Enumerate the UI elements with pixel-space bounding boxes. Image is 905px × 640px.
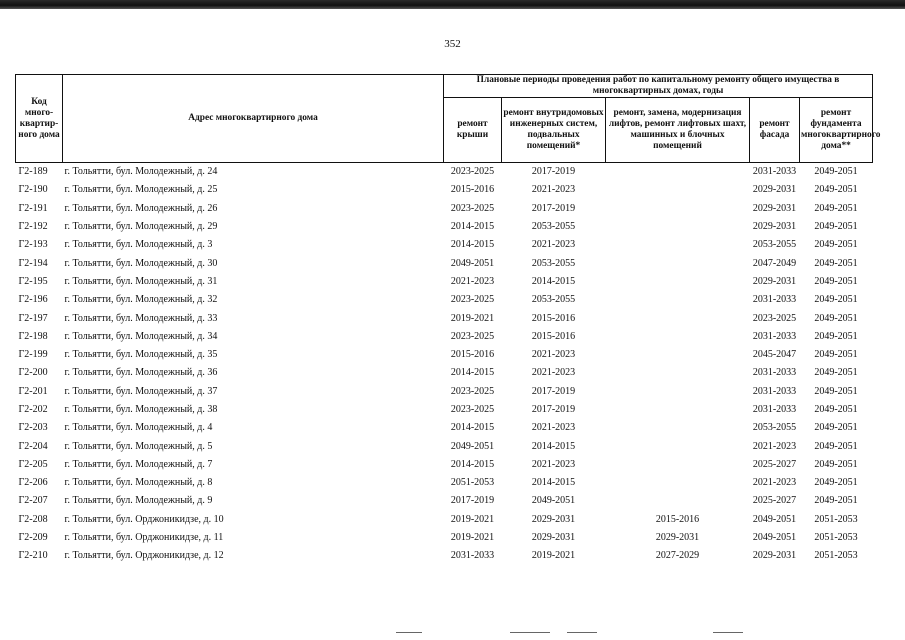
cell-foundation: 2049-2051: [814, 330, 858, 342]
cell-roof: 2017-2019: [450, 495, 495, 507]
cell-code: Г2-205: [18, 458, 48, 470]
cell-facade: 2029-2031: [752, 184, 797, 196]
cell-elevators: [606, 437, 750, 455]
table-row: [16, 383, 873, 401]
cell-code: Г2-191: [18, 202, 48, 214]
cell-foundation: 2049-2051: [814, 404, 858, 415]
scan-artifact: [510, 632, 550, 633]
cell-roof: 2019-2021: [450, 312, 495, 324]
cell-roof: 2014-2015: [450, 239, 495, 251]
table-row: [16, 181, 873, 199]
cell-roof: 2015-2016: [450, 184, 495, 196]
cell-address: г. Тольятти, бул. Молодежный, д. 34: [64, 330, 218, 342]
cell-systems: 2053-2055: [531, 221, 576, 233]
cell-code: Г2-204: [18, 440, 48, 452]
cell-address: г. Тольятти, бул. Молодежный, д. 35: [64, 349, 218, 361]
table-row: [16, 291, 873, 309]
cell-systems: 2053-2055: [531, 257, 576, 269]
cell-systems: 2014-2015: [531, 477, 576, 489]
cell-roof: 2023-2025: [450, 385, 495, 397]
cell-roof: 2023-2025: [450, 330, 495, 342]
cell-code: Г2-202: [18, 404, 48, 415]
page-number: 352: [444, 38, 461, 50]
cell-roof: 2015-2016: [450, 349, 495, 361]
cell-systems: 2029-2031: [531, 532, 576, 544]
cell-elevators: [606, 474, 750, 492]
cell-foundation: 2049-2051: [814, 166, 858, 178]
cell-elevators: 2029-2031: [655, 532, 700, 544]
cell-roof: 2023-2025: [450, 404, 495, 415]
cell-systems: 2021-2023: [531, 458, 576, 470]
cell-foundation: 2051-2053: [814, 532, 858, 544]
table-row: [16, 492, 873, 510]
cell-elevators: [606, 254, 750, 272]
cell-systems: 2021-2023: [531, 239, 576, 251]
cell-elevators: [606, 218, 750, 236]
cell-code: Г2-190: [18, 184, 48, 196]
cell-elevators: [606, 346, 750, 364]
table-body: [16, 163, 873, 566]
cell-facade: 2053-2055: [752, 239, 797, 251]
table-row: [16, 200, 873, 218]
cell-facade: 2049-2051: [752, 513, 797, 525]
cell-elevators: [606, 328, 750, 346]
cell-address: г. Тольятти, бул. Молодежный, д. 37: [64, 385, 218, 397]
table-row: [16, 163, 873, 182]
cell-elevators: [606, 291, 750, 309]
cell-address: г. Тольятти, бул. Молодежный, д. 9: [64, 495, 213, 507]
cell-facade: 2021-2023: [752, 440, 797, 452]
cell-facade: 2031-2033: [752, 330, 797, 342]
cell-foundation: 2049-2051: [814, 275, 858, 287]
table-row: [16, 218, 873, 236]
cell-code: Г2-200: [18, 367, 48, 379]
table-row: [16, 511, 873, 529]
cell-address: г. Тольятти, бул. Молодежный, д. 3: [64, 239, 213, 251]
cell-address: г. Тольятти, бул. Молодежный, д. 25: [64, 184, 218, 196]
cell-code: Г2-209: [18, 532, 48, 544]
cell-code: Г2-206: [18, 477, 48, 489]
cell-code: Г2-196: [18, 294, 48, 306]
cell-roof: 2014-2015: [450, 458, 495, 470]
cell-foundation: 2049-2051: [814, 477, 858, 489]
cell-foundation: 2049-2051: [814, 294, 858, 306]
table-row: [16, 419, 873, 437]
header-systems: ремонт внутридомовых инженерных систем, подвальных помещений*: [502, 98, 606, 163]
cell-foundation: 2049-2051: [814, 184, 858, 196]
cell-elevators: 2027-2029: [655, 550, 700, 562]
cell-address: г. Тольятти, бул. Молодежный, д. 30: [64, 257, 218, 269]
cell-roof: 2049-2051: [450, 257, 495, 269]
cell-systems: 2015-2016: [531, 312, 576, 324]
cell-facade: 2029-2031: [752, 275, 797, 287]
cell-foundation: 2049-2051: [814, 312, 858, 324]
cell-code: Г2-194: [18, 257, 48, 269]
cell-roof: 2023-2025: [450, 294, 495, 306]
table-row: [16, 401, 873, 419]
cell-roof: 2031-2033: [450, 550, 495, 562]
cell-roof: 2049-2051: [450, 440, 495, 452]
cell-code: Г2-198: [18, 330, 48, 342]
cell-facade: 2029-2031: [752, 221, 797, 233]
cell-foundation: 2049-2051: [814, 367, 858, 379]
header-address: Адрес многоквартирного дома: [63, 75, 444, 163]
cell-address: г. Тольятти, бул. Молодежный, д. 38: [64, 404, 218, 415]
cell-foundation: 2051-2053: [814, 550, 858, 562]
header-foundation: ремонт фундамента многоквартирного дома**: [800, 98, 873, 163]
cell-facade: 2031-2033: [752, 404, 797, 415]
cell-elevators: 2015-2016: [655, 513, 700, 525]
cell-elevators: [606, 236, 750, 254]
cell-code: Г2-208: [18, 513, 48, 525]
cell-roof: 2051-2053: [450, 477, 495, 489]
cell-foundation: 2049-2051: [814, 422, 858, 434]
cell-roof: 2019-2021: [450, 532, 495, 544]
cell-roof: 2019-2021: [450, 513, 495, 525]
cell-systems: 2021-2023: [531, 422, 576, 434]
header-facade: ремонт фасада: [750, 98, 800, 163]
cell-address: г. Тольятти, бул. Молодежный, д. 31: [64, 275, 218, 287]
scan-edge-band: [0, 0, 905, 9]
cell-facade: 2021-2023: [752, 477, 797, 489]
cell-foundation: 2051-2053: [814, 513, 858, 525]
cell-code: Г2-189: [18, 166, 48, 178]
header-code: Код много-квартир-ного дома: [16, 75, 63, 163]
cell-address: г. Тольятти, бул. Молодежный, д. 8: [64, 477, 213, 489]
cell-elevators: [606, 419, 750, 437]
cell-systems: 2021-2023: [531, 184, 576, 196]
cell-facade: 2031-2033: [752, 385, 797, 397]
cell-systems: 2014-2015: [531, 275, 576, 287]
cell-facade: 2029-2031: [752, 202, 797, 214]
capital-repair-table: [15, 74, 881, 566]
cell-address: г. Тольятти, бул. Орджоникидзе, д. 11: [64, 532, 224, 544]
cell-code: Г2-195: [18, 275, 48, 287]
cell-address: г. Тольятти, бул. Молодежный, д. 7: [64, 458, 213, 470]
cell-facade: 2031-2033: [752, 367, 797, 379]
cell-address: г. Тольятти, бул. Молодежный, д. 24: [64, 166, 218, 178]
cell-facade: 2031-2033: [752, 294, 797, 306]
cell-systems: 2014-2015: [531, 440, 576, 452]
cell-code: Г2-201: [18, 385, 48, 397]
cell-elevators: [606, 492, 750, 510]
cell-foundation: 2049-2051: [814, 385, 858, 397]
cell-foundation: 2049-2051: [814, 239, 858, 251]
cell-foundation: 2049-2051: [814, 257, 858, 269]
cell-roof: 2021-2023: [450, 275, 495, 287]
cell-roof: 2014-2015: [450, 367, 495, 379]
table-row: [16, 328, 873, 346]
cell-foundation: 2049-2051: [814, 495, 858, 507]
cell-systems: 2029-2031: [531, 513, 576, 525]
cell-elevators: [606, 383, 750, 401]
table-row: [16, 273, 873, 291]
cell-elevators: [606, 273, 750, 291]
cell-elevators: [606, 456, 750, 474]
cell-systems: 2017-2019: [531, 385, 576, 397]
cell-roof: 2014-2015: [450, 221, 495, 233]
table-row: [16, 254, 873, 272]
table-row: [16, 346, 873, 364]
cell-foundation: 2049-2051: [814, 202, 858, 214]
cell-code: Г2-197: [18, 312, 48, 324]
cell-systems: 2015-2016: [531, 330, 576, 342]
cell-code: Г2-210: [18, 550, 48, 562]
cell-facade: 2031-2033: [752, 166, 797, 178]
cell-code: Г2-203: [18, 422, 48, 434]
cell-facade: 2029-2031: [752, 550, 797, 562]
cell-facade: 2047-2049: [752, 257, 797, 269]
cell-elevators: [606, 309, 750, 327]
cell-foundation: 2049-2051: [814, 349, 858, 361]
cell-roof: 2023-2025: [450, 202, 495, 214]
cell-address: г. Тольятти, бул. Молодежный, д. 36: [64, 367, 218, 379]
table-row: [16, 456, 873, 474]
header-elevators: ремонт, замена, модернизация лифтов, ремонт лифтовых шахт, машинных и блочных помещений: [606, 98, 750, 163]
table-row: [16, 529, 873, 547]
cell-facade: 2045-2047: [752, 349, 797, 361]
cell-address: г. Тольятти, бул. Орджоникидзе, д. 10: [64, 513, 224, 525]
table-row: [16, 547, 873, 565]
cell-systems: 2017-2019: [531, 404, 576, 415]
cell-systems: 2053-2055: [531, 294, 576, 306]
cell-systems: 2021-2023: [531, 349, 576, 361]
table-row: [16, 474, 873, 492]
cell-address: г. Тольятти, бул. Орджоникидзе, д. 12: [64, 550, 224, 562]
cell-code: Г2-192: [18, 221, 48, 233]
cell-code: Г2-199: [18, 349, 48, 361]
cell-roof: 2014-2015: [450, 422, 495, 434]
table-row: [16, 364, 873, 382]
cell-elevators: [606, 200, 750, 218]
scan-artifact: [567, 632, 597, 633]
scan-artifact: [396, 632, 422, 633]
cell-roof: 2023-2025: [450, 166, 495, 178]
cell-address: г. Тольятти, бул. Молодежный, д. 4: [64, 422, 213, 434]
cell-facade: 2049-2051: [752, 532, 797, 544]
cell-systems: 2049-2051: [531, 495, 576, 507]
cell-elevators: [606, 163, 750, 182]
cell-elevators: [606, 181, 750, 199]
cell-code: Г2-207: [18, 495, 48, 507]
table-row: [16, 437, 873, 455]
cell-address: г. Тольятти, бул. Молодежный, д. 5: [64, 440, 213, 452]
cell-facade: 2023-2025: [752, 312, 797, 324]
cell-foundation: 2049-2051: [814, 221, 858, 233]
cell-address: г. Тольятти, бул. Молодежный, д. 32: [64, 294, 218, 306]
cell-systems: 2017-2019: [531, 166, 576, 178]
cell-address: г. Тольятти, бул. Молодежный, д. 29: [64, 221, 218, 233]
cell-facade: 2053-2055: [752, 422, 797, 434]
cell-address: г. Тольятти, бул. Молодежный, д. 26: [64, 202, 218, 214]
cell-foundation: 2049-2051: [814, 440, 858, 452]
cell-facade: 2025-2027: [752, 495, 797, 507]
header-roof: ремонт крыши: [444, 98, 502, 163]
cell-systems: 2021-2023: [531, 367, 576, 379]
cell-facade: 2025-2027: [752, 458, 797, 470]
cell-systems: 2019-2021: [531, 550, 576, 562]
table-row: [16, 309, 873, 327]
cell-foundation: 2049-2051: [814, 458, 858, 470]
scan-artifact: [713, 632, 743, 633]
cell-code: Г2-193: [18, 239, 48, 251]
cell-elevators: [606, 364, 750, 382]
header-group: Плановые периоды проведения работ по капитальному ремонту общего имущества в многоквартирных домах, годы: [444, 75, 873, 98]
cell-elevators: [606, 401, 750, 419]
cell-systems: 2017-2019: [531, 202, 576, 214]
table-row: [16, 236, 873, 254]
cell-address: г. Тольятти, бул. Молодежный, д. 33: [64, 312, 218, 324]
